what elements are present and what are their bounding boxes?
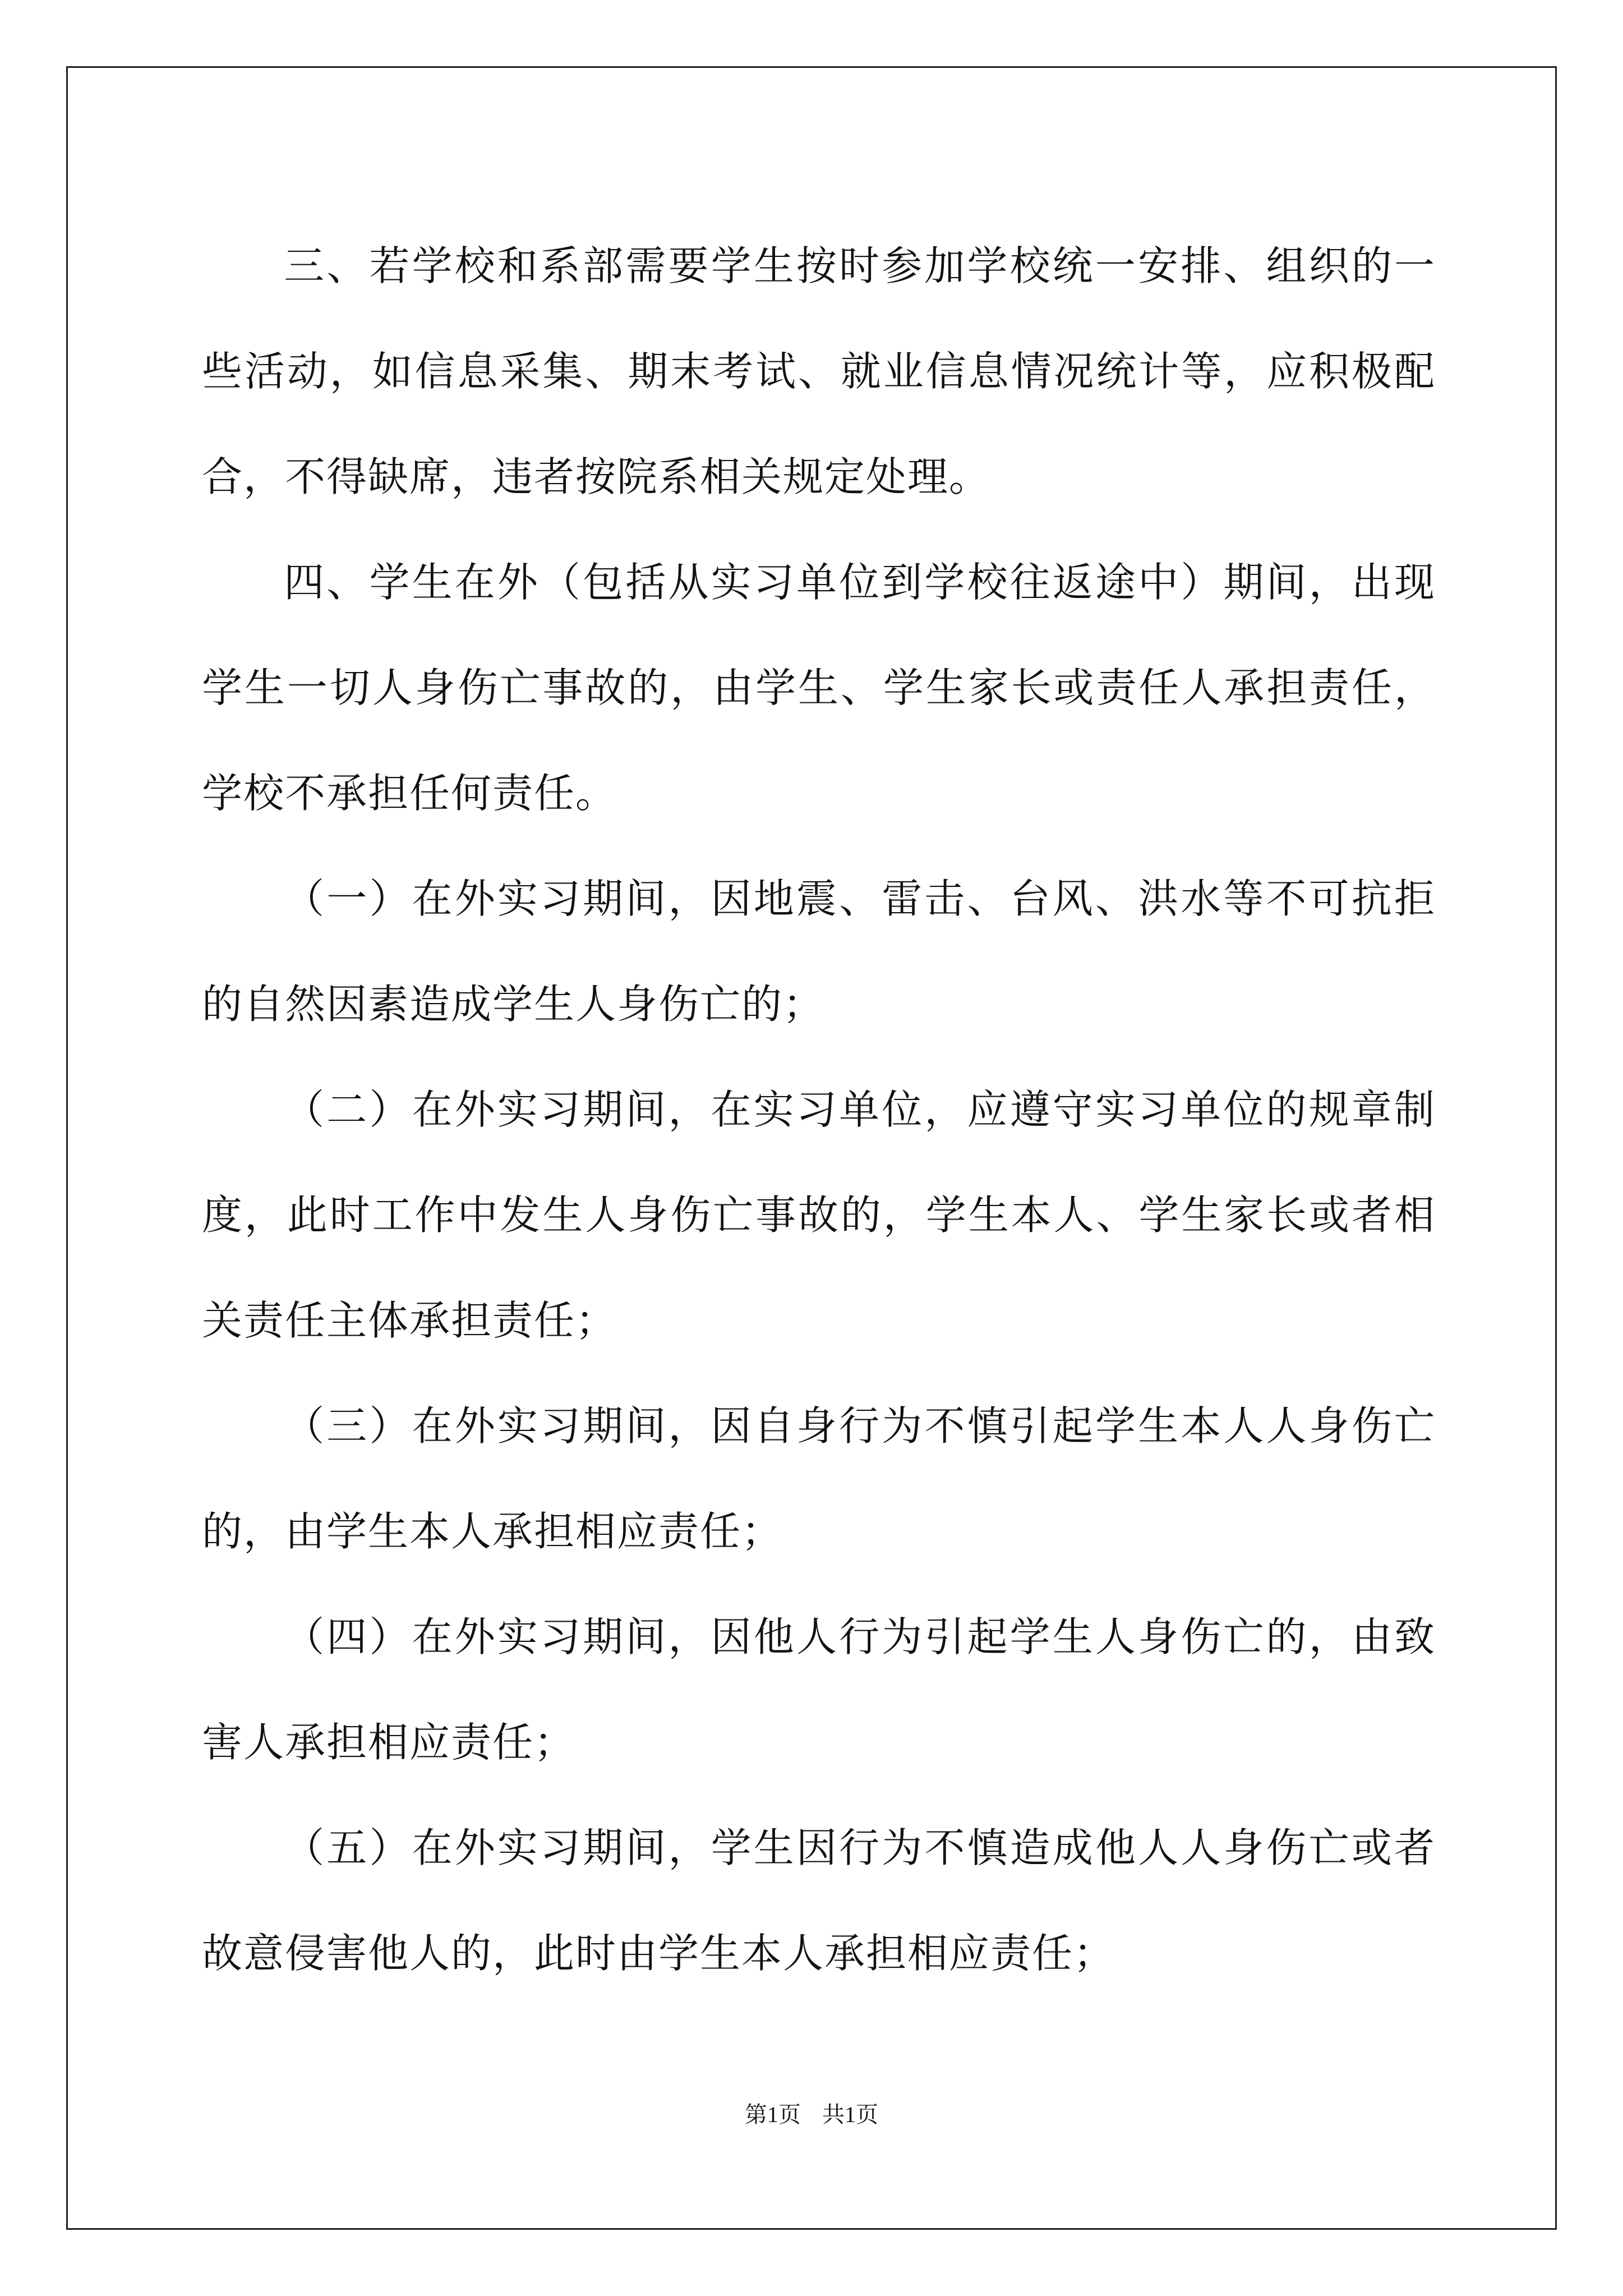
paragraph-text: （三）在外实习期间，因自身行为不慎引起学生本人人身伤亡的，由学生本人承担相应责任； [202, 1402, 1436, 1555]
clause-2 [202, 1057, 1436, 1373]
page-number: 第1页 [745, 2102, 801, 2127]
document-body [202, 213, 1436, 2006]
paragraph-text: （二）在外实习期间，在实习单位，应遵守实习单位的规章制度，此时工作中发生人身伤亡事故的，学生本人、学生家长或者相关责任主体承担责任； [202, 1086, 1436, 1344]
clause-4 [202, 1584, 1436, 1795]
paragraph-3 [202, 213, 1436, 530]
page-total: 共1页 [822, 2102, 878, 2127]
paragraph-text: （一）在外实习期间，因地震、雷击、台风、洪水等不可抗拒的自然因素造成学生人身伤亡的； [202, 875, 1436, 1028]
paragraph-text: （五）在外实习期间，学生因行为不慎造成他人人身伤亡或者故意侵害他人的，此时由学生本人承担相应责任； [202, 1824, 1436, 1977]
paragraph-text: 三、若学校和系部需要学生按时参加学校统一安排、组织的一些活动，如信息采集、期末考试、就业信息情况统计等，应积极配合，不得缺席，违者按院系相关规定处理。 [202, 242, 1436, 500]
page-footer [0, 2097, 1623, 2129]
paragraph-text: （四）在外实习期间，因他人行为引起学生人身伤亡的，由致害人承担相应责任； [202, 1613, 1436, 1766]
paragraph-4 [202, 530, 1436, 846]
clause-3 [202, 1373, 1436, 1584]
clause-1 [202, 846, 1436, 1057]
clause-5 [202, 1795, 1436, 2006]
paragraph-text: 四、学生在外（包括从实习单位到学校往返途中）期间，出现学生一切人身伤亡事故的，由学生、学生家长或责任人承担责任，学校不承担任何责任。 [202, 559, 1436, 817]
